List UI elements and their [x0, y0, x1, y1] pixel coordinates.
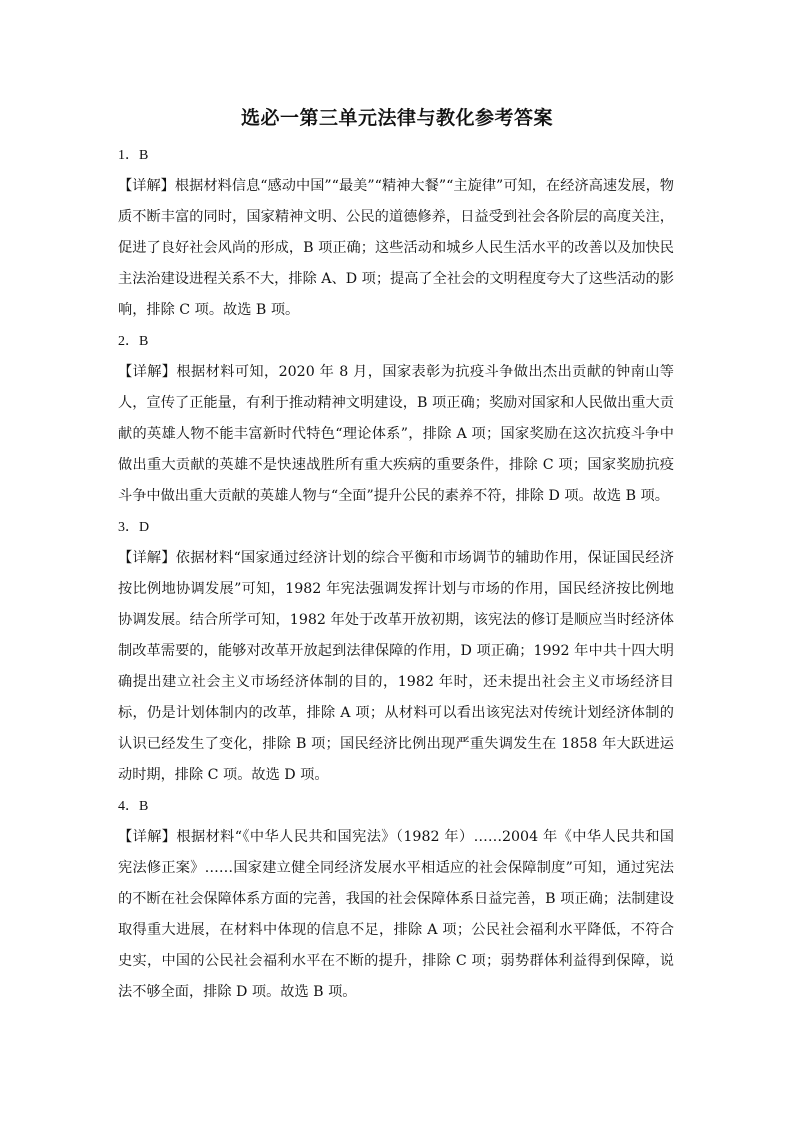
question-4 [118, 791, 674, 1008]
question-explanation: 【详解】根据材料信息“感动中国”“最美”“精神大餐”“主旋律”可知，在经济高速发展，物质不断丰富的同时，国家精神文明、公民的道德修养，日益受到社会各阶层的高度关注，促进了良好社会风尚的形成，B 项正确；这些活动和城乡人民生活水平的改善以及加快民主法治建设进程关系不大，排除 A、D 项；提高了全社会的文明程度夸大了这些活动的影响，排除 C 项。故选 B 项。 [118, 178, 674, 318]
question-explanation: 【详解】依据材料“国家通过经济计划的综合平衡和市场调节的辅助作用，保证国民经济按比例地协调发展”可知，1982 年宪法强调发挥计划与市场的作用，国民经济按比例地协调发展。结合所学可知，1982 年处于改革开放初期，该宪法的修订是顺应当时经济体制改革需要的，能够对改革开放起到法律保障的作用，D 项正确；1992 年中共十四大明确提出建立社会主义市场经济体制的目的，1982 年时，还未提出社会主义市场经济目标，仍是计划体制内的改革，排除 A 项；从材料可以看出该宪法对传统计划经济体制的认识已经发生了变化，排除 B 项；国民经济比例出现严重失调发生在 1858 年大跃进运动时期，排除 C 项。故选 D 项。 [118, 550, 674, 783]
question-explanation: 【详解】根据材料可知，2020 年 8 月，国家表彰为抗疫斗争做出杰出贡献的钟南山等人，宣传了正能量，有利于推动精神文明建设，B 项正确；奖励对国家和人民做出重大贡献的英雄人物不能丰富新时代特色“理论体系”，排除 A 项；国家奖励在这次抗疫斗争中做出重大贡献的英雄不是快速战胜所有重大疾病的重要条件，排除 C 项；国家奖励抗疫斗争中做出重大贡献的英雄人物与“全面”提升公民的素养不符，排除 D 项。故选 B 项。 [118, 364, 674, 504]
question-number: 2．B [118, 334, 149, 349]
question-1 [118, 140, 674, 326]
question-3 [118, 512, 674, 791]
question-number: 1．B [118, 148, 149, 163]
page-title: 选必一第三单元法律与教化参考答案 [240, 107, 553, 129]
question-explanation: 【详解】根据材料“《中华人民共和国宪法》（1982 年）……2004 年《中华人民共和国宪法修正案》……国家建立健全同经济发展水平相适应的社会保障制度”可知，通过宪法的不断在社会保障体系方面的完善，我国的社会保障体系日益完善，B 项正确；法制建设取得重大进展，在材料中体现的信息不足，排除 A 项；公民社会福利水平降低，不符合史实，中国的公民社会福利水平在不断的提升，排除 C 项；弱势群体利益得到保障，说法不够全面，排除 D 项。故选 B 项。 [118, 829, 674, 1000]
question-2 [118, 326, 674, 512]
answer-list [118, 140, 674, 1008]
question-number: 4．B [118, 799, 149, 814]
question-number: 3．D [118, 520, 150, 535]
